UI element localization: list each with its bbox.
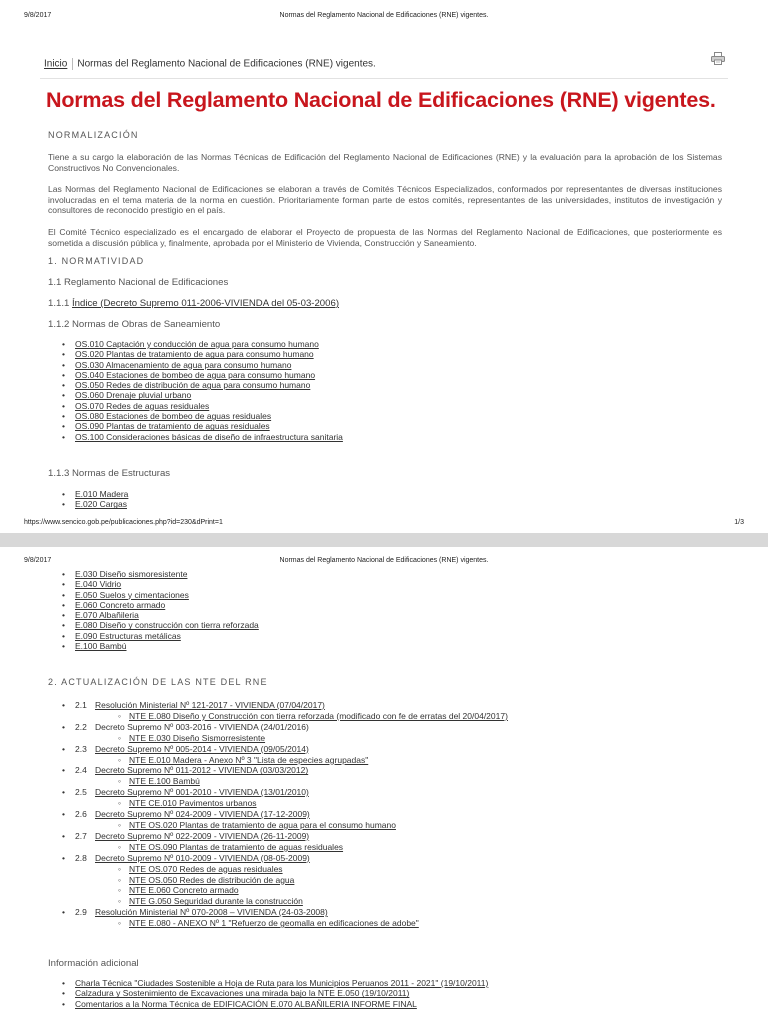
heading-1-1-1 xyxy=(48,298,339,309)
update-link[interactable]: Decreto Supremo Nº 010-2009 - VIVIENDA (08-05-2009) xyxy=(95,852,310,863)
norma-link[interactable]: E.050 Suelos y cimentaciones xyxy=(75,589,189,600)
paragraph-committees: Las Normas del Reglamento Nacional de Edificaciones se elaboran a través de Comités Técnicos Especializados, conformados por representantes de diversas instituciones involucradas en el tema materia de la norma en cuestión. Prioritariamente forman parte de estos comités, representantes de las universidades, institutos de investigación y consultores de reconocido prestigio en el país. xyxy=(48,184,722,215)
update-link[interactable]: Resolución Ministerial Nº 121-2017 - VIVIENDA (07/04/2017) xyxy=(95,700,325,710)
paragraph-technical-committee: El Comité Técnico especializado es el encargado de elaborar el Proyecto de propuesta de las Normas del Reglamento Nacional de Edificaciones, que posteriormente es sometida a discusión pública y, finalmente, aprobada por el Ministerio de Vivienda, Construcción y Saneamiento. xyxy=(48,227,722,248)
list-item xyxy=(62,988,488,998)
update-item xyxy=(62,831,508,842)
list-item xyxy=(62,600,259,610)
update-link[interactable]: Decreto Supremo Nº 005-2014 - VIVIENDA (09/05/2014) xyxy=(95,743,309,754)
update-link[interactable]: Decreto Supremo Nº 011-2012 - VIVIENDA (03/03/2012) xyxy=(95,765,309,776)
print-date: 9/8/2017 xyxy=(24,12,52,19)
norma-link[interactable]: E.040 Vidrio xyxy=(75,579,122,590)
list-item xyxy=(62,620,259,630)
update-number: 2.6 xyxy=(75,809,87,820)
update-link[interactable]: Decreto Supremo Nº 001-2010 - VIVIENDA (13/01/2010) xyxy=(95,787,309,798)
norma-link[interactable]: OS.100 Consideraciones básicas de diseño de infraestructura sanitaria xyxy=(75,431,343,442)
norma-link[interactable]: E.080 Diseño y construcción con tierra reforzada xyxy=(75,620,259,631)
heading-1-1-1-number: 1.1.1 xyxy=(48,298,70,309)
section-normalizacion: NORMALIZACIÓN xyxy=(48,130,139,140)
update-subitem xyxy=(62,733,508,744)
print-title: Normas del Reglamento Nacional de Edificaciones (RNE) vigentes. xyxy=(279,12,489,19)
update-item xyxy=(62,853,508,864)
update-subitem xyxy=(62,918,508,929)
page-number: 1/3 xyxy=(734,519,744,526)
update-number: 2.1 xyxy=(75,700,87,710)
info-link[interactable]: Calzadura y Sostenimiento de Excavaciones una mirada bajo la NTE E.050 (19/10/2011) xyxy=(75,988,410,999)
update-link[interactable]: Decreto Supremo Nº 024-2009 - VIVIENDA (17-12-2009) xyxy=(95,809,310,820)
nte-link[interactable]: NTE E.060 Concreto armado xyxy=(129,885,239,896)
nte-link[interactable]: NTE OS.070 Redes de aguas residuales xyxy=(129,863,283,874)
nte-link[interactable]: NTE CE.010 Pavimentos urbanos xyxy=(129,798,257,809)
list-item xyxy=(62,610,259,620)
breadcrumb xyxy=(44,58,376,70)
norma-link[interactable]: E.030 Diseño sismoresistente xyxy=(75,569,188,579)
norma-link[interactable]: OS.050 Redes de distribución de agua para consumo humano xyxy=(75,380,311,391)
print-date: 9/8/2017 xyxy=(24,557,52,564)
estructuras-list-2 xyxy=(62,569,259,651)
norma-link[interactable]: OS.010 Captación y conducción de agua para consumo humano xyxy=(75,339,319,349)
update-link[interactable]: Resolución Ministerial Nº 070-2008 – VIVIENDA (24-03-2008) xyxy=(95,907,328,918)
info-link[interactable]: Charla Técnica "Ciudades Sostenible a Hoja de Ruta para los Municipios Peruanos 2011 - 2021" (19/10/2011) xyxy=(75,978,489,988)
update-subitem xyxy=(62,798,508,809)
updates-list xyxy=(62,700,508,929)
update-item xyxy=(62,787,508,798)
update-number: 2.9 xyxy=(75,907,87,918)
list-item xyxy=(62,370,343,380)
norma-link[interactable]: E.060 Concreto armado xyxy=(75,599,166,610)
breadcrumb-separator xyxy=(72,58,73,70)
list-item xyxy=(62,631,259,641)
section-normatividad: 1. NORMATIVIDAD xyxy=(48,256,145,266)
update-subitem xyxy=(62,711,508,722)
update-item xyxy=(62,700,508,711)
update-link[interactable]: Decreto Supremo Nº 022-2009 - VIVIENDA (26-11-2009) xyxy=(95,830,310,841)
norma-link[interactable]: OS.020 Plantas de tratamiento de agua para consumo humano xyxy=(75,349,314,360)
list-item xyxy=(62,401,343,411)
page-title: Normas del Reglamento Nacional de Edificaciones (RNE) vigentes. xyxy=(46,88,716,112)
nte-link[interactable]: NTE OS.090 Plantas de tratamiento de aguas residuales xyxy=(129,841,344,852)
update-subitem xyxy=(62,842,508,853)
norma-link[interactable]: OS.090 Plantas de tratamiento de aguas residuales xyxy=(75,421,270,432)
update-item xyxy=(62,809,508,820)
info-link[interactable]: Comentarios a la Norma Técnica de EDIFICACIÓN E.070 ALBAÑILERIA INFORME FINAL xyxy=(75,998,417,1009)
heading-1-1: 1.1 Reglamento Nacional de Edificaciones xyxy=(48,277,229,288)
list-item xyxy=(62,590,259,600)
nte-link[interactable]: NTE E.100 Bambú xyxy=(129,776,200,787)
norma-link[interactable]: E.010 Madera xyxy=(75,489,129,499)
update-subitem xyxy=(62,755,508,766)
list-item xyxy=(62,432,343,442)
norma-link[interactable]: OS.040 Estaciones de bombeo de agua para consumo humano xyxy=(75,369,316,380)
breadcrumb-home-link[interactable]: Inicio xyxy=(44,58,68,70)
nte-link[interactable]: NTE E.030 Diseño Sismorresistente xyxy=(129,732,266,743)
saneamiento-list xyxy=(62,339,343,442)
update-item xyxy=(62,907,508,918)
norma-link[interactable]: OS.080 Estaciones de bombeo de aguas residuales xyxy=(75,411,272,422)
nte-link[interactable]: NTE E.010 Madera - Anexo Nº 3 "Lista de especies agrupadas" xyxy=(129,754,369,765)
section-actualizacion: 2. ACTUALIZACIÓN DE LAS NTE DEL RNE xyxy=(48,677,268,687)
update-subitem xyxy=(62,776,508,787)
list-item xyxy=(62,978,488,988)
list-item xyxy=(62,380,343,390)
update-text: Decreto Supremo Nº 003-2016 - VIVIENDA (24/01/2016) xyxy=(95,721,309,732)
list-item xyxy=(62,499,128,509)
update-subitem xyxy=(62,864,508,875)
norma-link[interactable]: OS.060 Drenaje pluvial urbano xyxy=(75,390,192,401)
update-subitem xyxy=(62,885,508,896)
update-number: 2.5 xyxy=(75,787,87,798)
printer-icon[interactable] xyxy=(711,52,725,65)
list-item xyxy=(62,360,343,370)
heading-1-1-2: 1.1.2 Normas de Obras de Saneamiento xyxy=(48,319,221,330)
norma-link[interactable]: OS.030 Almacenamiento de agua para consumo humano xyxy=(75,359,292,370)
list-item xyxy=(62,390,343,400)
nte-link[interactable]: NTE OS.020 Plantas de tratamiento de agua para el consumo humano xyxy=(129,819,396,830)
update-item xyxy=(62,744,508,755)
list-item xyxy=(62,489,128,499)
estructuras-list-1 xyxy=(62,489,128,510)
nte-link[interactable]: NTE E.080 - ANEXO Nº 1 "Refuerzo de geomalla en edificaciones de adobe" xyxy=(129,918,419,929)
list-item xyxy=(62,349,343,359)
list-item xyxy=(62,999,488,1009)
update-subitem xyxy=(62,896,508,907)
heading-informacion-adicional: Información adicional xyxy=(48,958,139,969)
update-number: 2.7 xyxy=(75,830,87,841)
list-item xyxy=(62,421,343,431)
nte-link[interactable]: NTE OS.050 Redes de distribución de agua xyxy=(129,874,295,885)
heading-1-1-3: 1.1.3 Normas de Estructuras xyxy=(48,468,171,479)
list-item xyxy=(62,641,259,651)
norma-link[interactable]: E.090 Estructuras metálicas xyxy=(75,630,181,641)
update-number: 2.8 xyxy=(75,852,87,863)
norma-link[interactable]: E.070 Albañileria xyxy=(75,610,139,621)
update-number: 2.2 xyxy=(75,721,87,732)
update-subitem xyxy=(62,875,508,886)
info-list xyxy=(62,978,488,1009)
breadcrumb-current: Normas del Reglamento Nacional de Edificaciones (RNE) vigentes. xyxy=(77,58,376,70)
norma-link[interactable]: E.100 Bambú xyxy=(75,641,127,652)
page-break xyxy=(0,533,768,547)
nte-link[interactable]: NTE E.080 Diseño y Construcción con tierra reforzada (modificado con fe de erratas del 20/04/2017) xyxy=(129,710,508,721)
print-url: https://www.sencico.gob.pe/publicaciones.php?id=230&dPrint=1 xyxy=(24,519,223,526)
update-item xyxy=(62,722,508,733)
list-item xyxy=(62,579,259,589)
norma-link[interactable]: OS.070 Redes de aguas residuales xyxy=(75,400,210,411)
print-title: Normas del Reglamento Nacional de Edificaciones (RNE) vigentes. xyxy=(279,557,489,564)
update-subitem xyxy=(62,820,508,831)
list-item xyxy=(62,411,343,421)
update-number: 2.4 xyxy=(75,765,87,776)
breadcrumb-divider xyxy=(40,78,728,79)
nte-link[interactable]: NTE G.050 Seguridad durante la construcción xyxy=(129,896,303,907)
list-item xyxy=(62,569,259,579)
update-item xyxy=(62,765,508,776)
update-number: 2.3 xyxy=(75,743,87,754)
list-item xyxy=(62,339,343,349)
paragraph-intro: Tiene a su cargo la elaboración de las Normas Técnicas de Edificación del Reglamento Nacional de Edificaciones (RNE) y la evaluación para la aprobación de los Sistemas Constructivos No Convencionales. xyxy=(48,152,722,173)
indice-link[interactable]: Índice (Decreto Supremo 011-2006-VIVIENDA del 05-03-2006) xyxy=(72,298,340,309)
norma-link[interactable]: E.020 Cargas xyxy=(75,499,127,510)
